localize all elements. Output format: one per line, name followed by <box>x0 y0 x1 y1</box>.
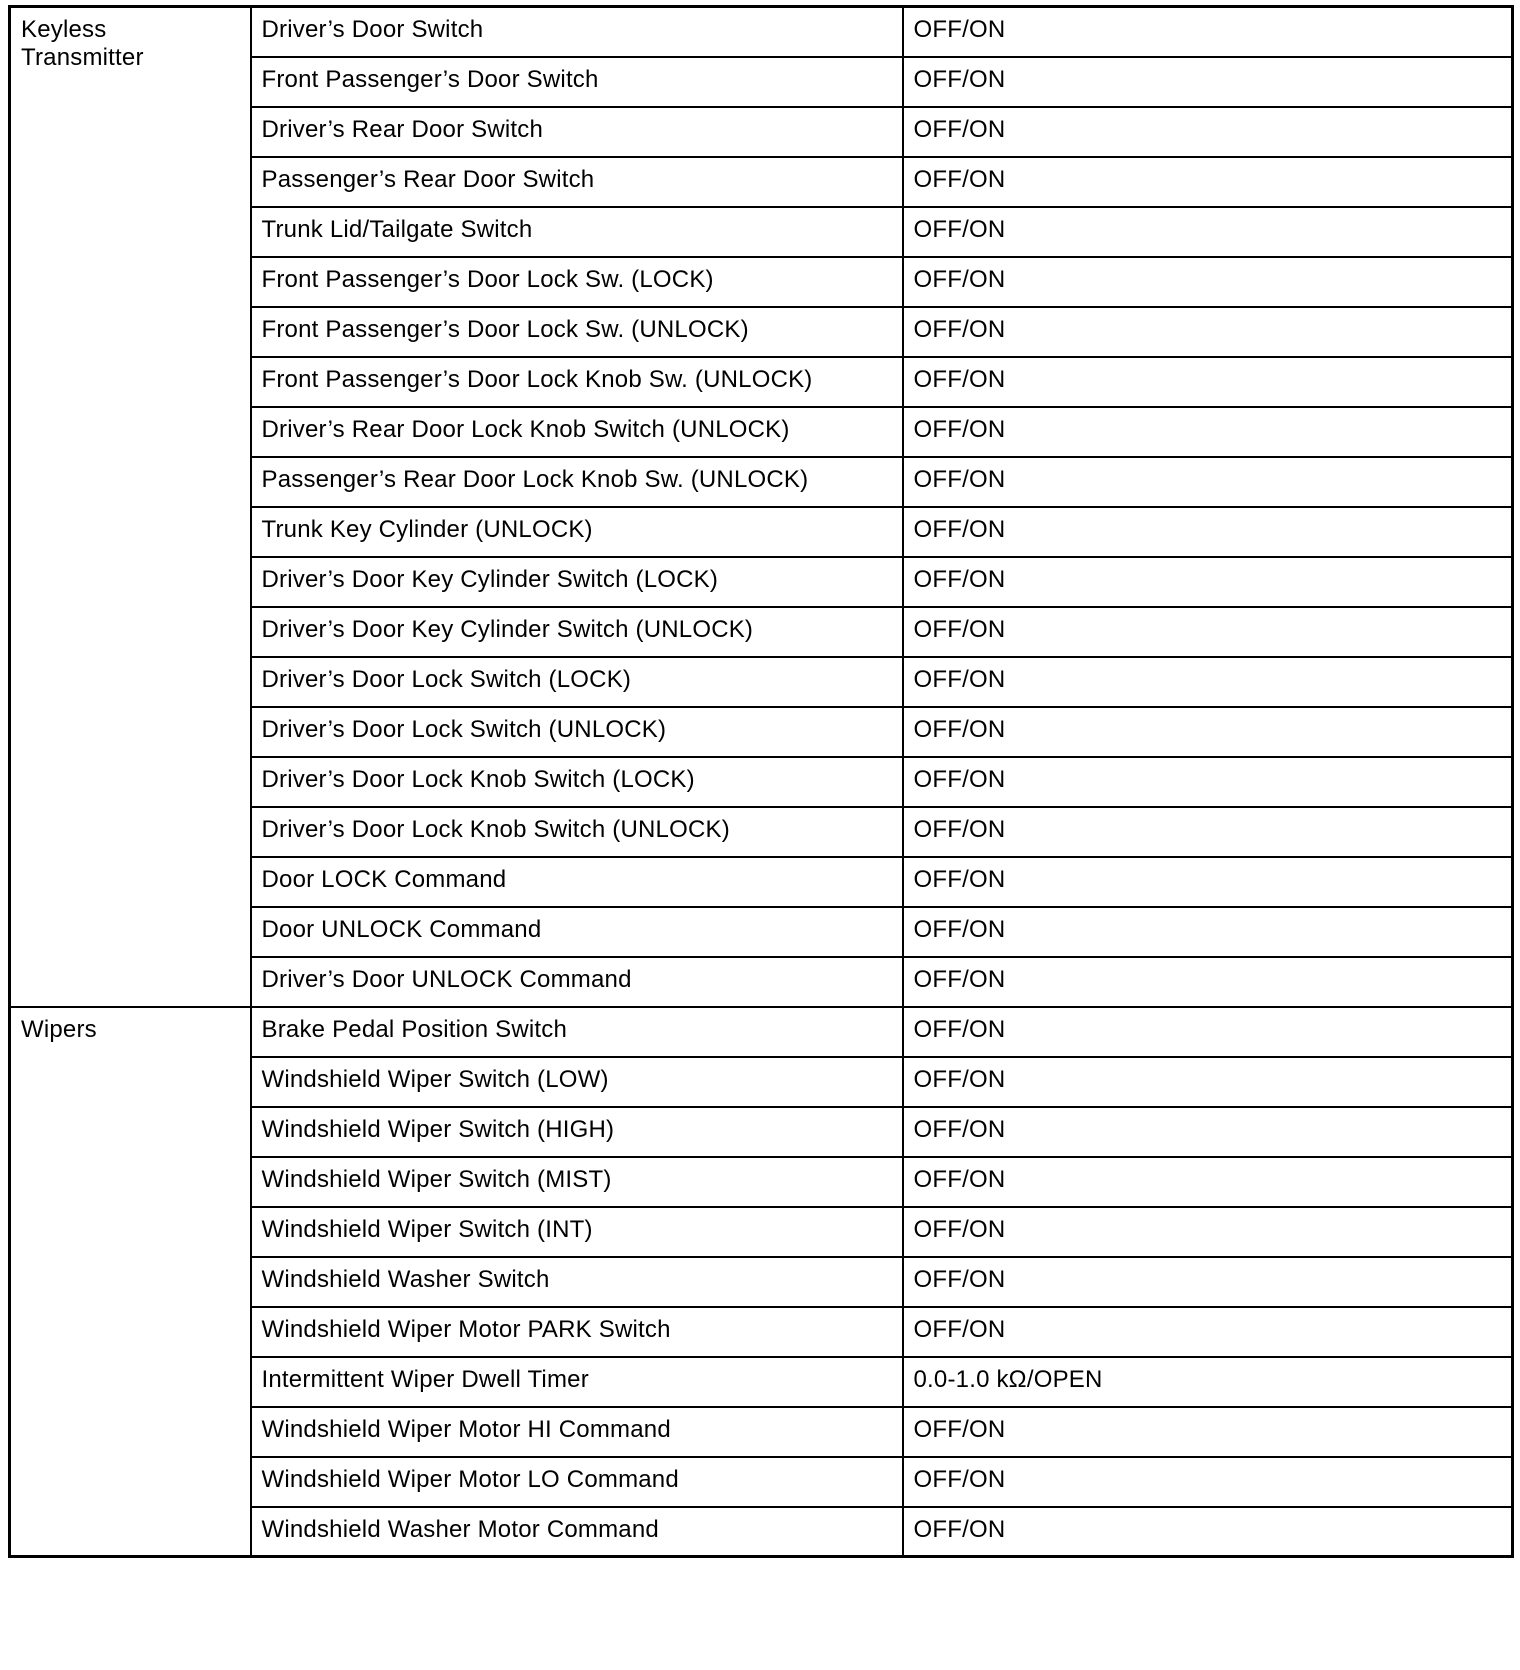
range-value: 0.0-1.0 kΩ/OPEN <box>913 1365 1103 1393</box>
range-value: OFF/ON <box>913 215 1006 243</box>
parameter-cell <box>251 107 903 157</box>
parameter-cell <box>251 857 903 907</box>
group-label: Wipers <box>21 1015 97 1043</box>
range-cell <box>903 607 1513 657</box>
range-cell <box>903 1157 1513 1207</box>
parameter-label: Brake Pedal Position Switch <box>261 1015 568 1043</box>
range-value: OFF/ON <box>913 1265 1006 1293</box>
parameter-cell <box>251 457 903 507</box>
parameter-label: Windshield Wiper Switch (HIGH) <box>261 1115 615 1143</box>
range-value: OFF/ON <box>913 365 1006 393</box>
parameter-label: Windshield Wiper Motor PARK Switch <box>261 1315 671 1343</box>
parameter-cell <box>251 707 903 757</box>
range-value: OFF/ON <box>913 1015 1006 1043</box>
parameter-cell <box>251 1257 903 1307</box>
parameter-table <box>8 5 1514 1558</box>
range-cell <box>903 757 1513 807</box>
parameter-cell <box>251 807 903 857</box>
parameter-cell <box>251 907 903 957</box>
parameter-cell <box>251 1507 903 1557</box>
parameter-label: Intermittent Wiper Dwell Timer <box>261 1365 589 1393</box>
parameter-cell <box>251 557 903 607</box>
parameter-label: Door UNLOCK Command <box>261 915 542 943</box>
range-value: OFF/ON <box>913 1465 1006 1493</box>
range-cell <box>903 1207 1513 1257</box>
range-cell <box>903 1307 1513 1357</box>
range-cell <box>903 907 1513 957</box>
parameter-label: Windshield Wiper Switch (INT) <box>261 1215 593 1243</box>
range-cell <box>903 257 1513 307</box>
range-cell <box>903 1407 1513 1457</box>
parameter-cell <box>251 957 903 1007</box>
parameter-label: Driver’s Door Lock Switch (UNLOCK) <box>261 715 667 743</box>
range-cell <box>903 707 1513 757</box>
range-cell <box>903 657 1513 707</box>
range-value: OFF/ON <box>913 1415 1006 1443</box>
parameter-cell <box>251 307 903 357</box>
parameter-cell <box>251 57 903 107</box>
range-value: OFF/ON <box>913 515 1006 543</box>
range-value: OFF/ON <box>913 965 1006 993</box>
table-body <box>10 7 1513 1557</box>
parameter-cell <box>251 357 903 407</box>
parameter-label: Trunk Lid/Tailgate Switch <box>261 215 533 243</box>
parameter-label: Driver’s Door Key Cylinder Switch (UNLOCK) <box>261 615 754 643</box>
range-cell <box>903 407 1513 457</box>
range-value: OFF/ON <box>913 715 1006 743</box>
range-cell <box>903 1107 1513 1157</box>
range-value: OFF/ON <box>913 65 1006 93</box>
range-cell <box>903 557 1513 607</box>
range-value: OFF/ON <box>913 1515 1006 1543</box>
range-value: OFF/ON <box>913 1115 1006 1143</box>
range-cell <box>903 1057 1513 1107</box>
parameter-label: Driver’s Door Lock Knob Switch (LOCK) <box>261 765 695 793</box>
group-cell <box>10 1007 251 1557</box>
parameter-label: Driver’s Rear Door Switch <box>261 115 544 143</box>
parameter-label: Driver’s Rear Door Lock Knob Switch (UNLOCK) <box>261 415 790 443</box>
range-cell <box>903 807 1513 857</box>
parameter-cell <box>251 1457 903 1507</box>
table-row <box>10 1007 1513 1057</box>
group-label: Keyless Transmitter <box>21 16 144 71</box>
range-value: OFF/ON <box>913 1065 1006 1093</box>
range-value: OFF/ON <box>913 915 1006 943</box>
range-cell <box>903 1507 1513 1557</box>
parameter-label: Door LOCK Command <box>261 865 507 893</box>
range-value: OFF/ON <box>913 565 1006 593</box>
range-cell <box>903 157 1513 207</box>
range-value: OFF/ON <box>913 1315 1006 1343</box>
range-value: OFF/ON <box>913 1165 1006 1193</box>
range-value: OFF/ON <box>913 265 1006 293</box>
range-cell <box>903 107 1513 157</box>
parameter-cell <box>251 7 903 57</box>
parameter-label: Windshield Wiper Switch (MIST) <box>261 1165 612 1193</box>
group-cell <box>10 7 251 1007</box>
parameter-cell <box>251 1107 903 1157</box>
range-cell <box>903 957 1513 1007</box>
parameter-label: Passenger’s Rear Door Lock Knob Sw. (UNLOCK) <box>261 465 809 493</box>
range-value: OFF/ON <box>913 115 1006 143</box>
range-value: OFF/ON <box>913 415 1006 443</box>
parameter-label: Driver’s Door Key Cylinder Switch (LOCK) <box>261 565 719 593</box>
range-value: OFF/ON <box>913 465 1006 493</box>
parameter-cell <box>251 1057 903 1107</box>
parameter-label: Front Passenger’s Door Switch <box>261 65 599 93</box>
parameter-cell <box>251 1007 903 1057</box>
parameter-cell <box>251 1207 903 1257</box>
range-value: OFF/ON <box>913 815 1006 843</box>
range-value: OFF/ON <box>913 1215 1006 1243</box>
range-cell <box>903 57 1513 107</box>
parameter-cell <box>251 1357 903 1407</box>
parameter-label: Windshield Washer Switch <box>261 1265 550 1293</box>
parameter-label: Windshield Washer Motor Command <box>261 1515 659 1543</box>
range-cell <box>903 457 1513 507</box>
parameter-cell <box>251 1157 903 1207</box>
parameter-label: Windshield Wiper Motor HI Command <box>261 1415 671 1443</box>
parameter-label: Front Passenger’s Door Lock Sw. (UNLOCK) <box>261 315 749 343</box>
range-value: OFF/ON <box>913 165 1006 193</box>
parameter-cell <box>251 657 903 707</box>
range-cell <box>903 1357 1513 1407</box>
range-value: OFF/ON <box>913 16 1006 43</box>
range-cell <box>903 207 1513 257</box>
parameter-cell <box>251 1307 903 1357</box>
parameter-label: Windshield Wiper Motor LO Command <box>261 1465 679 1493</box>
parameter-label: Front Passenger’s Door Lock Sw. (LOCK) <box>261 265 714 293</box>
parameter-label: Passenger’s Rear Door Switch <box>261 165 595 193</box>
parameter-label: Driver’s Door Lock Knob Switch (UNLOCK) <box>261 815 730 843</box>
parameter-label: Driver’s Door Switch <box>261 16 484 43</box>
range-value: OFF/ON <box>913 765 1006 793</box>
parameter-label: Driver’s Door UNLOCK Command <box>261 965 632 993</box>
range-cell <box>903 357 1513 407</box>
range-cell <box>903 1457 1513 1507</box>
range-cell <box>903 1257 1513 1307</box>
parameter-cell <box>251 757 903 807</box>
range-cell <box>903 7 1513 57</box>
parameter-cell <box>251 257 903 307</box>
table-row <box>10 7 1513 57</box>
parameter-label: Driver’s Door Lock Switch (LOCK) <box>261 665 632 693</box>
parameter-cell <box>251 507 903 557</box>
range-value: OFF/ON <box>913 315 1006 343</box>
parameter-cell <box>251 157 903 207</box>
range-cell <box>903 1007 1513 1057</box>
range-value: OFF/ON <box>913 615 1006 643</box>
range-cell <box>903 507 1513 557</box>
parameter-cell <box>251 407 903 457</box>
range-value: OFF/ON <box>913 865 1006 893</box>
parameter-cell <box>251 1407 903 1457</box>
parameter-cell <box>251 207 903 257</box>
parameter-label: Windshield Wiper Switch (LOW) <box>261 1065 609 1093</box>
parameter-label: Front Passenger’s Door Lock Knob Sw. (UNLOCK) <box>261 365 813 393</box>
range-value: OFF/ON <box>913 665 1006 693</box>
range-cell <box>903 857 1513 907</box>
parameter-label: Trunk Key Cylinder (UNLOCK) <box>261 515 593 543</box>
parameter-cell <box>251 607 903 657</box>
range-cell <box>903 307 1513 357</box>
